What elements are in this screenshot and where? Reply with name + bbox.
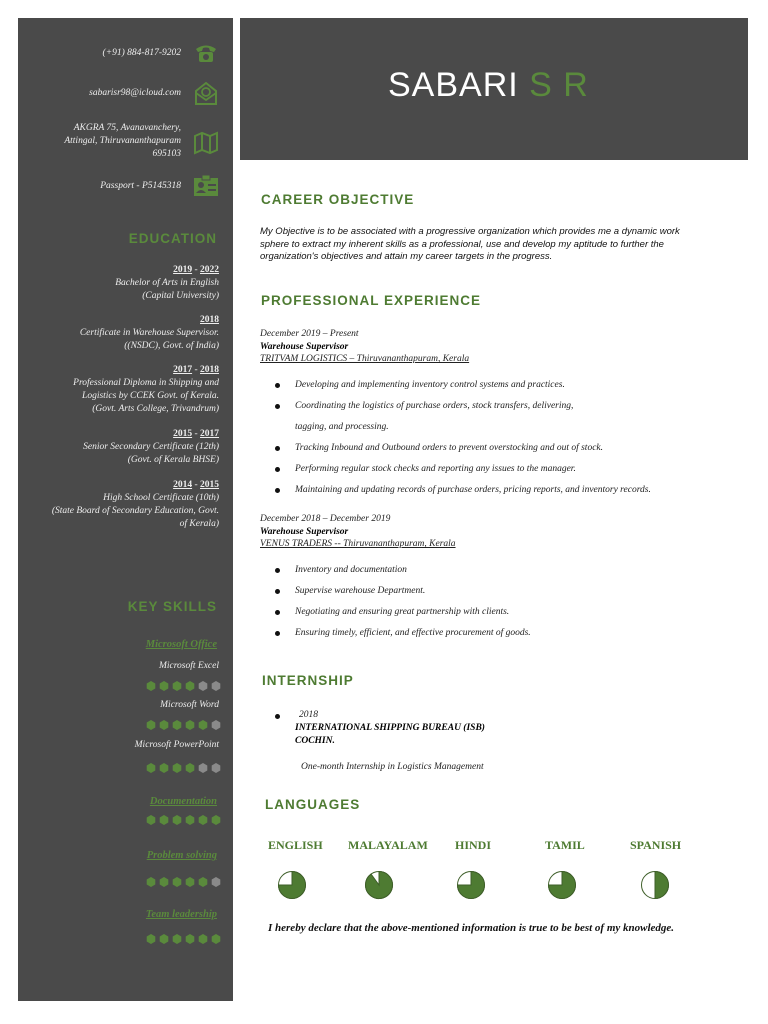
- rating-dot-filled: [185, 763, 195, 773]
- rating-dot-empty: [211, 720, 221, 730]
- language-hindi: HINDI: [455, 838, 492, 852]
- contact-passport: [24, 173, 219, 199]
- skill-rating: [146, 763, 221, 773]
- rating-dot-filled: [211, 815, 221, 825]
- rating-dot-filled: [146, 934, 156, 944]
- language-tamil: TAMIL: [545, 838, 585, 852]
- language-level-pie: [547, 870, 577, 900]
- list-item: Tracking Inbound and Outbound orders to prevent overstocking and out of stock.: [272, 438, 712, 459]
- rating-dot-filled: [198, 934, 208, 944]
- list-item: Ensuring timely, efficient, and effective procurement of goods.: [272, 623, 712, 644]
- rating-dot-filled: [146, 877, 156, 887]
- list-item: Negotiating and ensuring great partnership with clients.: [272, 602, 712, 623]
- internship-description: One-month Internship in Logistics Management: [301, 762, 484, 772]
- job-entry: December 2018 – December 2019 Warehouse Supervisor VENUS TRADERS -- Thiruvananthapuram, Kerala: [260, 514, 456, 549]
- rating-dot-empty: [211, 763, 221, 773]
- skill-microsoft-word: Microsoft Word: [160, 700, 219, 710]
- list-item: Inventory and documentation: [272, 560, 712, 581]
- skill-rating: [146, 720, 221, 730]
- contact-address: [24, 122, 219, 161]
- career-objective-text: My Objective is to be associated with a progressive organization which provides me a dynamic work sphere to extract my inherent skills as a professional, use and develop my aptitude to further the organization's objectives and attain my career targets in the progress.: [260, 226, 680, 262]
- skill-rating: [146, 934, 221, 944]
- list-item: Supervise warehouse Department.: [272, 581, 712, 602]
- internship-heading: INTERNSHIP: [262, 673, 354, 688]
- rating-dot-filled: [198, 877, 208, 887]
- list-item: Performing regular stock checks and reporting any issues to the manager.: [272, 459, 712, 480]
- phone-icon: [193, 40, 219, 66]
- rating-dot-filled: [172, 815, 182, 825]
- id-card-icon: [193, 173, 219, 199]
- rating-dot-filled: [159, 877, 169, 887]
- email-icon: [193, 80, 219, 106]
- education-entry: 2015 - 2017 Senior Secondary Certificate (12th) (Govt. of Kerala BHSE): [83, 429, 219, 465]
- rating-dot-filled: [172, 720, 182, 730]
- language-level-pie: [364, 870, 394, 900]
- skill-category-team-leadership: Team leadership: [145, 909, 217, 920]
- map-icon: [193, 129, 219, 155]
- rating-dot-filled: [185, 720, 195, 730]
- language-english: ENGLISH: [268, 838, 323, 852]
- education-entry: 2014 - 2015 High School Certificate (10th) (State Board of Secondary Education, Govt. of Kerala): [51, 480, 219, 529]
- internship-entry: 2018 INTERNATIONAL SHIPPING BUREAU (ISB) COCHIN.: [272, 709, 485, 748]
- job-duties-list: [272, 375, 712, 501]
- language-spanish: SPANISH: [630, 838, 682, 852]
- list-item: tagging, and processing.: [295, 422, 389, 432]
- languages-heading: LANGUAGES: [265, 797, 361, 812]
- skill-microsoft-excel: Microsoft Excel: [158, 661, 219, 671]
- language-malayalam: MALAYALAM: [348, 838, 428, 852]
- rating-dot-empty: [211, 681, 221, 691]
- experience-heading: PROFESSIONAL EXPERIENCE: [261, 293, 482, 308]
- candidate-name: SABARI S R: [388, 66, 589, 104]
- rating-dot-filled: [159, 815, 169, 825]
- rating-dot-filled: [172, 681, 182, 691]
- language-level-pie: [640, 870, 670, 900]
- list-item: Coordinating the logistics of purchase orders, stock transfers, delivering,: [272, 396, 712, 417]
- name-header: [240, 18, 748, 160]
- rating-dot-empty: [211, 877, 221, 887]
- job-duties-list: [272, 560, 712, 644]
- rating-dot-filled: [172, 934, 182, 944]
- skill-category-microsoft-office: Microsoft Office: [145, 639, 217, 650]
- passport-text: Passport - P5145318: [100, 180, 181, 191]
- language-level-pie: [456, 870, 486, 900]
- rating-dot-filled: [146, 763, 156, 773]
- skill-category-problem-solving: Problem solving: [146, 850, 217, 861]
- rating-dot-filled: [146, 720, 156, 730]
- skill-rating: [146, 815, 221, 825]
- rating-dot-filled: [172, 877, 182, 887]
- list-item: Maintaining and updating records of purchase orders, pricing reports, and inventory records.: [272, 480, 712, 501]
- rating-dot-empty: [198, 681, 208, 691]
- contact-phone: [24, 40, 219, 66]
- email-text: sabarisr98@icloud.com: [89, 87, 181, 98]
- pie-slice: [655, 872, 669, 899]
- job-entry: December 2019 – Present Warehouse Supervisor TRITVAM LOGISTICS – Thiruvananthapuram, Kerala: [260, 329, 470, 364]
- education-entry: 2019 - 2022 Bachelor of Arts in English (Capital University): [115, 265, 219, 301]
- skill-microsoft-powerpoint: Microsoft PowerPoint: [134, 740, 219, 750]
- skill-rating: [146, 681, 221, 691]
- rating-dot-filled: [198, 720, 208, 730]
- address-text: AKGRA 75, Avanavanchery, Attingal, Thiruvananthapuram 695103: [64, 123, 181, 159]
- education-entry: 2018 Certificate in Warehouse Supervisor. ((NSDC), Govt. of India): [79, 315, 219, 351]
- rating-dot-filled: [185, 934, 195, 944]
- rating-dot-filled: [146, 815, 156, 825]
- rating-dot-filled: [159, 934, 169, 944]
- rating-dot-filled: [159, 720, 169, 730]
- rating-dot-filled: [146, 681, 156, 691]
- rating-dot-filled: [159, 681, 169, 691]
- education-heading: EDUCATION: [128, 231, 217, 246]
- rating-dot-filled: [172, 763, 182, 773]
- declaration-text: I hereby declare that the above-mentioned information is true to be best of my knowledge.: [268, 922, 675, 934]
- contact-email: [24, 80, 219, 106]
- rating-dot-empty: [198, 763, 208, 773]
- sidebar: [18, 18, 233, 1001]
- phone-text: (+91) 884-817-9202: [102, 47, 181, 58]
- career-objective-heading: CAREER OBJECTIVE: [261, 192, 415, 207]
- skill-rating: [146, 877, 221, 887]
- key-skills-heading: KEY SKILLS: [127, 599, 217, 614]
- rating-dot-filled: [159, 763, 169, 773]
- rating-dot-filled: [185, 815, 195, 825]
- skill-category-documentation: Documentation: [149, 796, 217, 807]
- rating-dot-filled: [185, 681, 195, 691]
- bullet: [275, 714, 280, 719]
- rating-dot-filled: [198, 815, 208, 825]
- rating-dot-filled: [185, 877, 195, 887]
- rating-dot-filled: [211, 934, 221, 944]
- list-item: Developing and implementing inventory control systems and practices.: [272, 375, 712, 396]
- pie-slice: [366, 872, 393, 899]
- language-level-pie: [277, 870, 307, 900]
- education-entry: 2017 - 2018 Professional Diploma in Shipping and Logistics by CCEK Govt. of Kerala. (Govt. Arts College, Trivandrum): [73, 365, 219, 414]
